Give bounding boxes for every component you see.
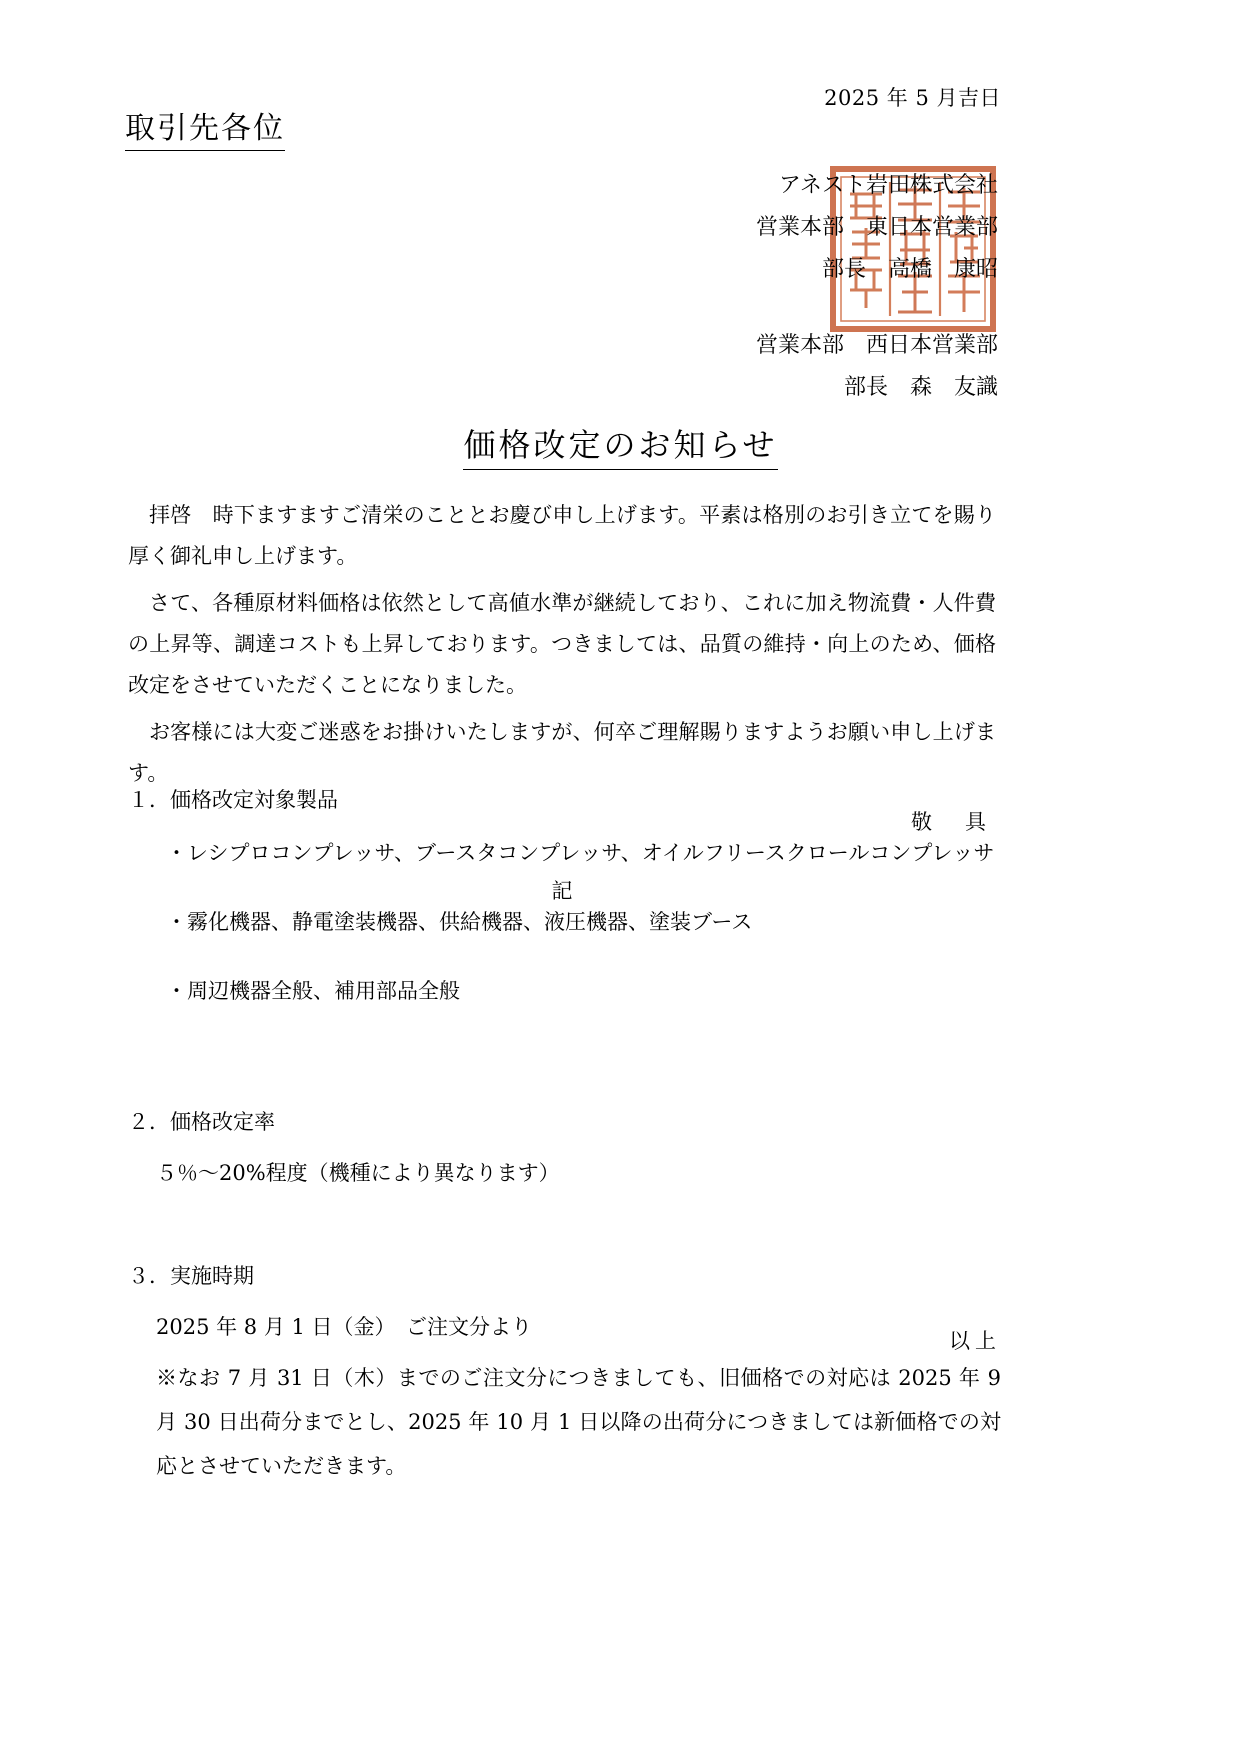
section-1-heading: １．価格改定対象製品 <box>128 788 338 812</box>
sender-division-west: 営業本部 西日本営業部 <box>755 333 998 358</box>
section-spacer <box>128 1040 1008 1102</box>
section-spacer <box>128 1194 1008 1256</box>
body-paragraph-1: 拝啓 時下ますますご清栄のこととお慶び申し上げます。平素は格別のお引き立てを賜り厚く御礼申し上げます。 <box>128 503 996 568</box>
document-date: 2025 年 5 月吉日 <box>824 86 1001 110</box>
list-item: ・霧化機器、静電塗装機器、供給機器、液圧機器、塗装ブース <box>166 910 753 934</box>
closing-salutation: 敬 具 <box>911 810 992 834</box>
itemized-sections <box>128 780 1008 1488</box>
section-3-heading: ３．実施時期 <box>128 1264 254 1288</box>
list-item: ・周辺機器全般、補用部品全般 <box>166 979 460 1003</box>
section-3-note: ※なお 7 月 31 日（木）までのご注文分につきましても、旧価格での対応は 2025 年 9 月 30 日出荷分までとし、2025 年 10 月 1 日以降の出荷分につきましては新価格での対応とさせていただきます。 <box>156 1366 1001 1478</box>
sender-manager-west: 部長 森 友識 <box>843 375 998 400</box>
section-2-content: ５％～20%程度（機種により異なります） <box>156 1161 560 1185</box>
list-item: ・レシプロコンプレッサ、ブースタコンプレッサ、オイルフリースクロールコンプレッサ <box>166 841 995 865</box>
sender-division-east: 営業本部 東日本営業部 <box>755 215 998 240</box>
page-title-text: 価格改定のお知らせ <box>463 426 777 470</box>
body-paragraph-3: お客様には大変ご迷惑をお掛けいたしますが、何卒ご理解賜りますようお願い申し上げます。 <box>128 720 996 785</box>
section-2-heading: ２．価格改定率 <box>128 1110 275 1134</box>
sender-manager-east: 部長 高橋 康昭 <box>821 257 998 282</box>
section-3-content: 2025 年 8 月 1 日（金） ご注文分より <box>156 1315 533 1339</box>
body-paragraph-2: さて、各種原材料価格は依然として高値水準が継続しており、これに加え物流費・人件費の上昇等、調達コストも上昇しております。つきましては、品質の維持・向上のため、価格改定をさせていただくことになりました。 <box>128 591 996 697</box>
footer-closing-mark: 以上 <box>949 1329 1001 1353</box>
section-1-bullet-list <box>128 833 1008 1012</box>
page-title <box>0 420 1241 466</box>
addressee-line: 取引先各位 <box>125 103 285 151</box>
sender-block <box>756 165 998 409</box>
ki-marker: 記 <box>551 879 573 903</box>
sender-company: アネスト岩田株式会社 <box>778 173 998 198</box>
